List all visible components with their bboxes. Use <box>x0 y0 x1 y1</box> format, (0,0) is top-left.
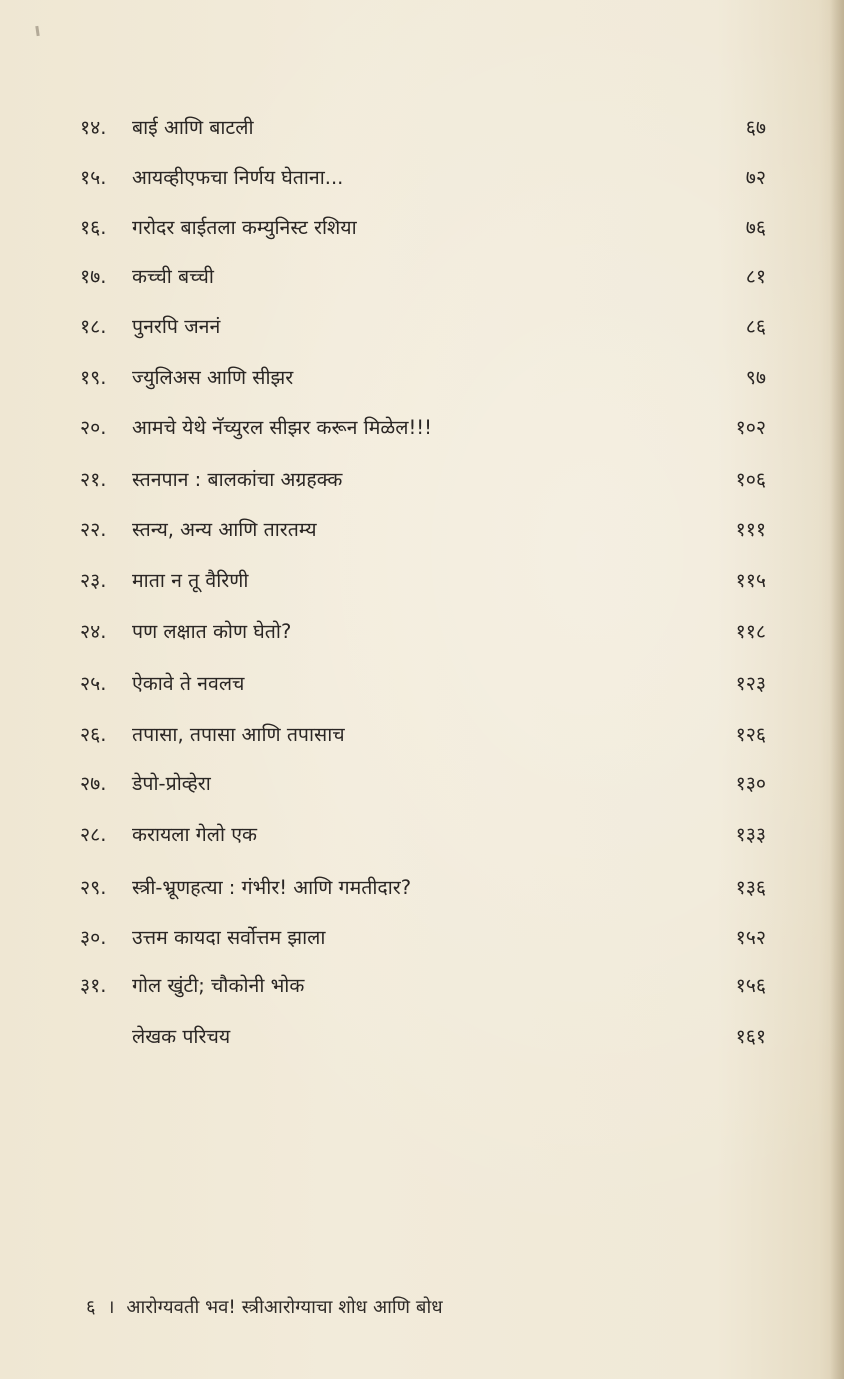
entry-number: १७. <box>80 265 107 288</box>
entry-title: ऐकावे ते नवलच <box>132 672 245 695</box>
entry-number: २६. <box>80 723 107 746</box>
entry-page-number: १०२ <box>735 416 766 439</box>
toc-entry <box>80 160 766 196</box>
toc-entry <box>80 512 766 548</box>
footer-book-title: आरोग्यवती भव! स्त्रीआरोग्याचा शोध आणि बोध <box>126 1297 443 1318</box>
entry-number: १५. <box>80 166 107 189</box>
toc-entry <box>80 766 766 802</box>
entry-title: तपासा, तपासा आणि तपासाच <box>132 723 345 746</box>
entry-page-number: ६७ <box>745 116 766 139</box>
toc-entry <box>80 920 766 956</box>
footer-separator: । <box>107 1297 115 1318</box>
entry-page-number: ७२ <box>745 166 766 189</box>
toc-entry <box>80 410 766 446</box>
toc-entry <box>80 309 766 345</box>
toc-entry <box>80 563 766 599</box>
entry-number: ३०. <box>80 926 107 949</box>
entry-number: २५. <box>80 672 107 695</box>
entry-page-number: १३३ <box>735 823 766 846</box>
entry-number: १४. <box>80 116 107 139</box>
toc-entry <box>80 870 766 906</box>
entry-title: बाई आणि बाटली <box>132 116 254 139</box>
entry-number: १९. <box>80 366 107 389</box>
footer-page-number: ६ <box>86 1297 96 1318</box>
entry-title: माता न तू वैरिणी <box>132 569 249 592</box>
entry-title: स्तन्य, अन्य आणि तारतम्य <box>132 518 317 541</box>
entry-title: पुनरपि जननं <box>132 315 221 338</box>
entry-page-number: ११८ <box>735 620 766 643</box>
entry-page-number: १३६ <box>735 876 766 899</box>
entry-title: ज्युलिअस आणि सीझर <box>132 366 294 389</box>
toc-entry <box>80 462 766 498</box>
corner-mark <box>35 26 39 36</box>
toc-entry <box>80 360 766 396</box>
entry-page-number: १०६ <box>735 468 766 491</box>
entry-page-number: १३० <box>735 772 766 795</box>
toc-entry <box>80 717 766 753</box>
entry-number: २४. <box>80 620 107 643</box>
entry-title: पण लक्षात कोण घेतो? <box>132 620 292 643</box>
entry-title: स्तनपान : बालकांचा अग्रहक्क <box>132 468 343 491</box>
entry-page-number: ७६ <box>745 216 766 239</box>
toc-entry <box>80 1019 766 1055</box>
entry-page-number: ८१ <box>745 265 766 288</box>
entry-page-number: १५६ <box>735 974 766 997</box>
toc-entry <box>80 817 766 853</box>
entry-number: २९. <box>80 876 107 899</box>
entry-title: लेखक परिचय <box>132 1025 231 1048</box>
entry-title: गोल खुंटी; चौकोनी भोक <box>132 974 305 997</box>
entry-page-number: ८६ <box>745 315 766 338</box>
entry-number: २७. <box>80 772 107 795</box>
entry-page-number: १२६ <box>735 723 766 746</box>
entry-page-number: ११५ <box>735 569 766 592</box>
entry-number: १६. <box>80 216 107 239</box>
entry-page-number: १५२ <box>735 926 766 949</box>
page-footer <box>86 1292 449 1324</box>
entry-page-number: ९७ <box>745 366 766 389</box>
entry-title: कच्ची बच्ची <box>132 265 214 288</box>
entry-page-number: १११ <box>735 518 766 541</box>
entry-title: करायला गेलो एक <box>132 823 257 846</box>
toc-entry <box>80 968 766 1004</box>
entry-title: स्त्री-भ्रूणहत्या : गंभीर! आणि गमतीदार? <box>132 876 412 899</box>
entry-page-number: १६१ <box>735 1025 766 1048</box>
entry-number: १८. <box>80 315 107 338</box>
entry-number: २१. <box>80 468 107 491</box>
toc-entry <box>80 210 766 246</box>
entry-title: आमचे येथे नॅच्युरल सीझर करून मिळेल!!! <box>132 416 432 439</box>
entry-number: २३. <box>80 569 107 592</box>
entry-number: ३१. <box>80 974 107 997</box>
toc-entry <box>80 666 766 702</box>
entry-number: २२. <box>80 518 107 541</box>
entry-title: गरोदर बाईतला कम्युनिस्ट रशिया <box>132 216 357 239</box>
entry-page-number: १२३ <box>735 672 766 695</box>
page-edge-shadow <box>830 0 844 1379</box>
entry-number: २०. <box>80 416 107 439</box>
toc-entry <box>80 110 766 146</box>
entry-title: डेपो-प्रोव्हेरा <box>132 772 211 795</box>
toc-entry <box>80 259 766 295</box>
entry-title: उत्तम कायदा सर्वोत्तम झाला <box>132 926 326 949</box>
entry-title: आयव्हीएफचा निर्णय घेताना... <box>132 166 344 189</box>
entry-number: २८. <box>80 823 107 846</box>
toc-entry <box>80 614 766 650</box>
